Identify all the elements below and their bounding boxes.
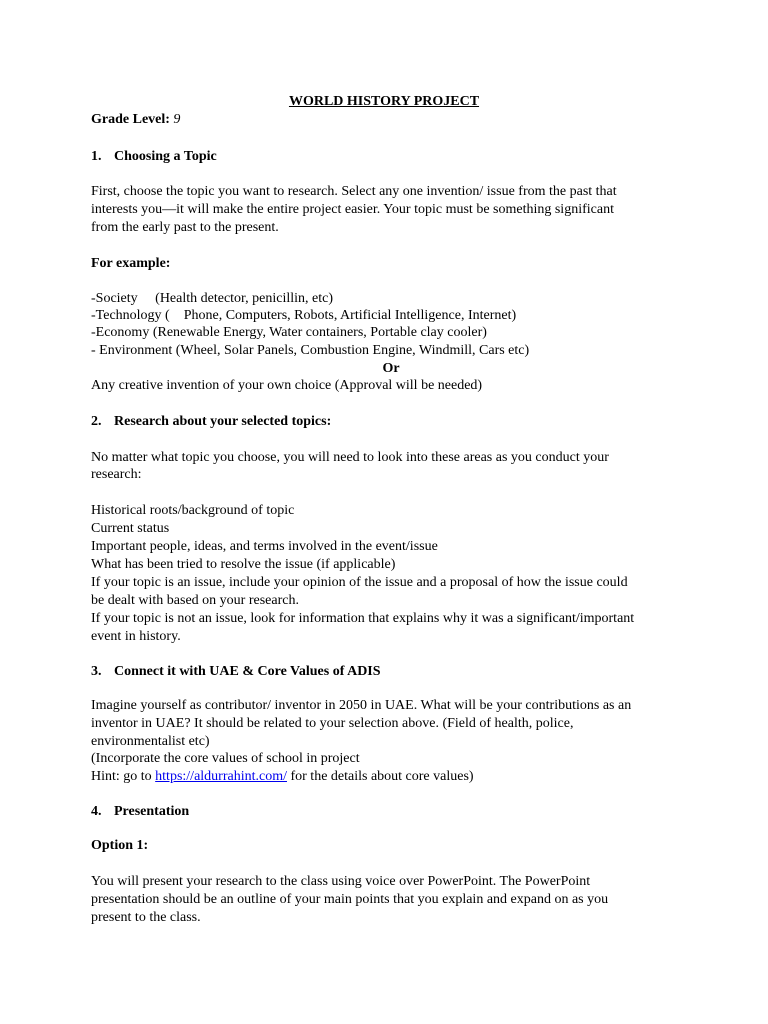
section-1-paragraph-line: First, choose the topic you want to research. Select any one invention/ issue from the past that: [91, 184, 617, 199]
section-4-heading: 4. Presentation: [91, 804, 190, 819]
creative-option: Any creative invention of your own choice (Approval will be needed): [91, 378, 483, 393]
research-item: Historical roots/background of topic: [91, 503, 295, 518]
section-4-paragraph-line: You will present your research to the class using voice over PowerPoint. The PowerPoint: [91, 874, 591, 889]
grade-value: 9: [173, 112, 181, 127]
section-3-paragraph-line: environmentalist etc): [91, 734, 210, 749]
section-2-paragraph-line: No matter what topic you choose, you will need to look into these areas as you conduct your: [91, 450, 609, 465]
research-item: If your topic is an issue, include your opinion of the issue and a proposal of how the issue could: [91, 575, 628, 590]
section-4-paragraph-line: present to the class.: [91, 910, 201, 925]
grade-level: [91, 111, 180, 129]
core-values-link[interactable]: https://aldurrahint.com/: [155, 769, 287, 784]
research-item: be dealt with based on your research.: [91, 593, 299, 608]
section-3-paragraph-line: Imagine yourself as contributor/ inventor in 2050 in UAE. What will be your contributions as an: [91, 698, 632, 713]
section-2-heading: 2. Research about your selected topics:: [91, 414, 332, 429]
research-item: Important people, ideas, and terms involved in the event/issue: [91, 539, 438, 554]
research-item: Current status: [91, 521, 170, 536]
or-divider: Or: [382, 361, 400, 376]
section-3-paragraph-line: inventor in UAE? It should be related to your selection above. (Field of health, police,: [91, 716, 574, 731]
section-3-heading: 3. Connect it with UAE & Core Values of ADIS: [91, 664, 381, 679]
section-1-paragraph-line: interests you—it will make the entire project easier. Your topic must be something significant: [91, 202, 614, 217]
example-item: -Society (Health detector, penicillin, etc): [91, 291, 334, 306]
grade-label: Grade Level:: [91, 112, 170, 127]
example-item: -Economy (Renewable Energy, Water containers, Portable clay cooler): [91, 325, 487, 340]
option-1-label: Option 1:: [91, 838, 149, 853]
section-2-paragraph-line: research:: [91, 467, 142, 482]
research-item: event in history.: [91, 629, 181, 644]
section-3-paragraph-line: (Incorporate the core values of school in project: [91, 751, 360, 766]
research-item: If your topic is not an issue, look for information that explains why it was a significant/important: [91, 611, 635, 626]
section-1-heading: 1. Choosing a Topic: [91, 149, 217, 164]
example-label: For example:: [91, 256, 171, 271]
example-item: -Technology ( Phone, Computers, Robots, Artificial Intelligence, Internet): [91, 308, 517, 323]
research-item: What has been tried to resolve the issue (if applicable): [91, 557, 396, 572]
example-item: - Environment (Wheel, Solar Panels, Combustion Engine, Windmill, Cars etc): [91, 343, 530, 358]
section-1-paragraph-line: from the early past to the present.: [91, 220, 279, 235]
document-title: WORLD HISTORY PROJECT: [288, 94, 480, 109]
hint-line: Hint: go to https://aldurrahint.com/ for the details about core values): [91, 769, 474, 784]
section-4-paragraph-line: presentation should be an outline of your main points that you explain and expand on as you: [91, 892, 609, 907]
